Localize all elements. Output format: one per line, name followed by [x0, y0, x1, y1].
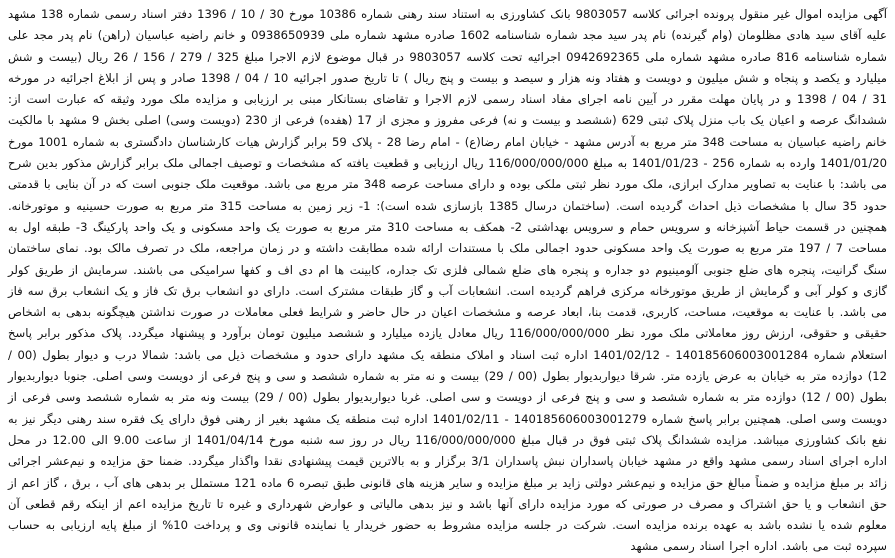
auction-notice-text: آگهی مزایده اموال غیر منقول پرونده اجرائی کلاسه 9803057 بانک کشاورزی به استناد سند رهنی شماره 10386 مورخ 30 / 10 / 1396 دفتر اسناد رسمی شماره 138 مشهد علیه آقای سید هادی مظلومان (وام گیرنده) نام پدر سید مجد شماره شناسنامه 1602 صادره مشهد شماره ملی 0938650939 و خانم راضیه عباسیان (راهن) نام پدر مجد علی شماره شناسنامه 816 صادره مشهد شماره ملی 0942692365 اجرائیه تحت کلاسه 9803057 در قبال موضوع لازم الاجرا مبلغ 325 / 279 / 156 / 26 ریال (بیست و شش میلیارد و یکصد و پنجاه و شش میلیون و دویست و هفتاد ونه هزار و سیصد و بیست و پنج ریال ) تا تاریخ صدور اجرائیه 10 / 04 / 1398 صادر و پس از ابلاغ اجرائیه در مورخه 31 / 04 / 1398 و در پایان مهلت مقرر در آیین نامه اجرای مفاد اسناد رسمی لازم الاجرا و تقاضای بستانکار مبنی بر ارزیابی و مزایده ملک مورد وثیقه که عبارت است از: ششدانگ عرصه و اعیان یک باب منزل پلاک ثبتی 629 (ششصد و بیست و نه) فرعی مفروز و مجزی از 17 (هفده) فرعی از 230 (دویست وسی) اصلی بخش 9 مشهد با مالکیت خانم راضیه عباسیان به مساحت 348 متر مربع به آدرس مشهد - خیابان امام رضا(ع) - امام رضا 28 - پلاک 59 برابر گزارش هیات کارشناسان دادگستری به شماره 1001 مورخ 1401/01/20 وارده به شماره 256 - 1401/01/23 به مبلغ 116/000/000/000 ریال ارزیابی و قطعیت یافته که مشخصات و توصیف اجمالی ملک برابر گزارش مذکور بدین شرح می باشد: با عنایت به تصاویر مدارک ابرازی، ملک مورد نظر ثبتی ملکی بوده و دارای مساحت عرصه 348 متر مربع می باشد. موقعیت ملک جنوبی است که در آن بنایی با قدمتی حدود 35 سال با مشخصات ذیل احداث گردیده است. (ساختمان درسال 1385 بازسازی شده است): 1- زیر زمین به مساحت 315 متر مربع به صورت حسینیه و موتورخانه. همچنین در قسمت حیاط آشپزخانه و سرویس حمام و سرویس بهداشتی 2- همکف به مساحت 310 متر مربع به صورت یک واحد مسکونی و یک واحد پارکینگ 3- طبقه اول به مساحت 7 / 197 متر مربع به صورت یک واحد مسکونی حدود اجمالی ملک با مستندات ارائه شده مطابقت داشته و در زمان مراجعه، ملک در تصرف مالک بود. نمای ساختمان سنگ گرانیت، پنجره های ضلع جنوبی آلومینیوم دو جداره و پنجره های ضلع شمالی فلزی تک جداره، کابینت ها ام دی اف و کفها سرامیکی می باشند. سرمایش از طریق کولر گازی و کولر آبی و گرمایش از طریق موتورخانه مرکزی فراهم گردیده است. انشعابات آب و گاز طبقات مشترک است. دارای دو انشعاب برق تک فاز و یک انشعاب برق سه فاز می باشد. با عنایت به موقعیت، مساحت، کاربری، قدمت بنا، ابعاد عرصه و مشخصات اعیان در حال حاضر و شرایط فعلی معاملات در صورت نداشتن هیچگونه بدهی به اشخاص حقیقی و حقوقی، ارزش روز معاملاتی ملک مورد نظر 116/000/000/000 ریال معادل یازده میلیارد و ششصد میلیون تومان برآورد و پیشنهاد میگردد. پلاک مذکور برابر پاسخ استعلام شماره 140185606003001284 - 1401/02/12 اداره ثبت اسناد و املاک منطقه یک مشهد دارای حدود و مشخصات ذیل می باشد: شمالا درب و دیوار بطول (00 / 12) دوازده متر به خیابان به عرض یازده متر. شرقا دیواربدیوار بطول (00 / 29) بیست و نه متر به شماره ششصد و سی و پنج فرعی از دویست وسی اصلی. جنوبا دیواربدیوار بطول (00 / 12) دوازده متر به شماره ششصد و سی و پنج فرعی از دویست و سی اصلی. غربا دیواربدیوار بطول (00 / 29) بیست ونه متر به شماره ششصد وسی فرعی از دویست وسی اصلی. همچنین برابر پاسخ شماره 140185606003001279 - 1401/02/11 اداره ثبت منطقه یک مشهد بغیر از رهنی فوق دارای یک فقره سند رهنی دیگر نیز به نفع بانک کشاورزی میباشد. مزایده ششدانگ پلاک ثبتی فوق در قبال مبلغ 116/000/000/000 ریال در روز سه شنبه مورخ 1401/04/14 از ساعت 9.00 الی 12.00 در محل اداره اجرای اسناد رسمی مشهد واقع در مشهد خیابان پاسداران نبش پاسداران 3/1 برگزار و به بالاترین قیمت پیشنهادی نقدا واگذار میگردد. ضمنا حق مزایده و نیم‌عشر اجرائی زائد بر مبلغ مزایده و ضمناً مبالغ حق مزایده و نیم‌عشر دولتی زاید بر مبلغ مزایده و سایر هزینه های قانونی طبق تبصره 6 ماده 121 مستملل بر بدهی های آب ، برق ، گاز اعم از حق انشعاب و یا حق اشتراک و مصرف در صورتی که مورد مزایده دارای آنها باشد و نیز بدهی مالیاتی و عوارض شهرداری و غیره تا تاریخ مزایده اعم از اینکه رقم قطعی آن معلوم شده یا نشده باشد به عهده برنده مزایده است. شرکت در جلسه مزایده مشروط به حضور خریدار یا نماینده قانونی وی و پرداخت 10% از مبلغ پایه ارزیابی به حساب سپرده ثبت می باشد. اداره اجرا اسناد رسمی مشهد	[8, 7, 888, 554]
